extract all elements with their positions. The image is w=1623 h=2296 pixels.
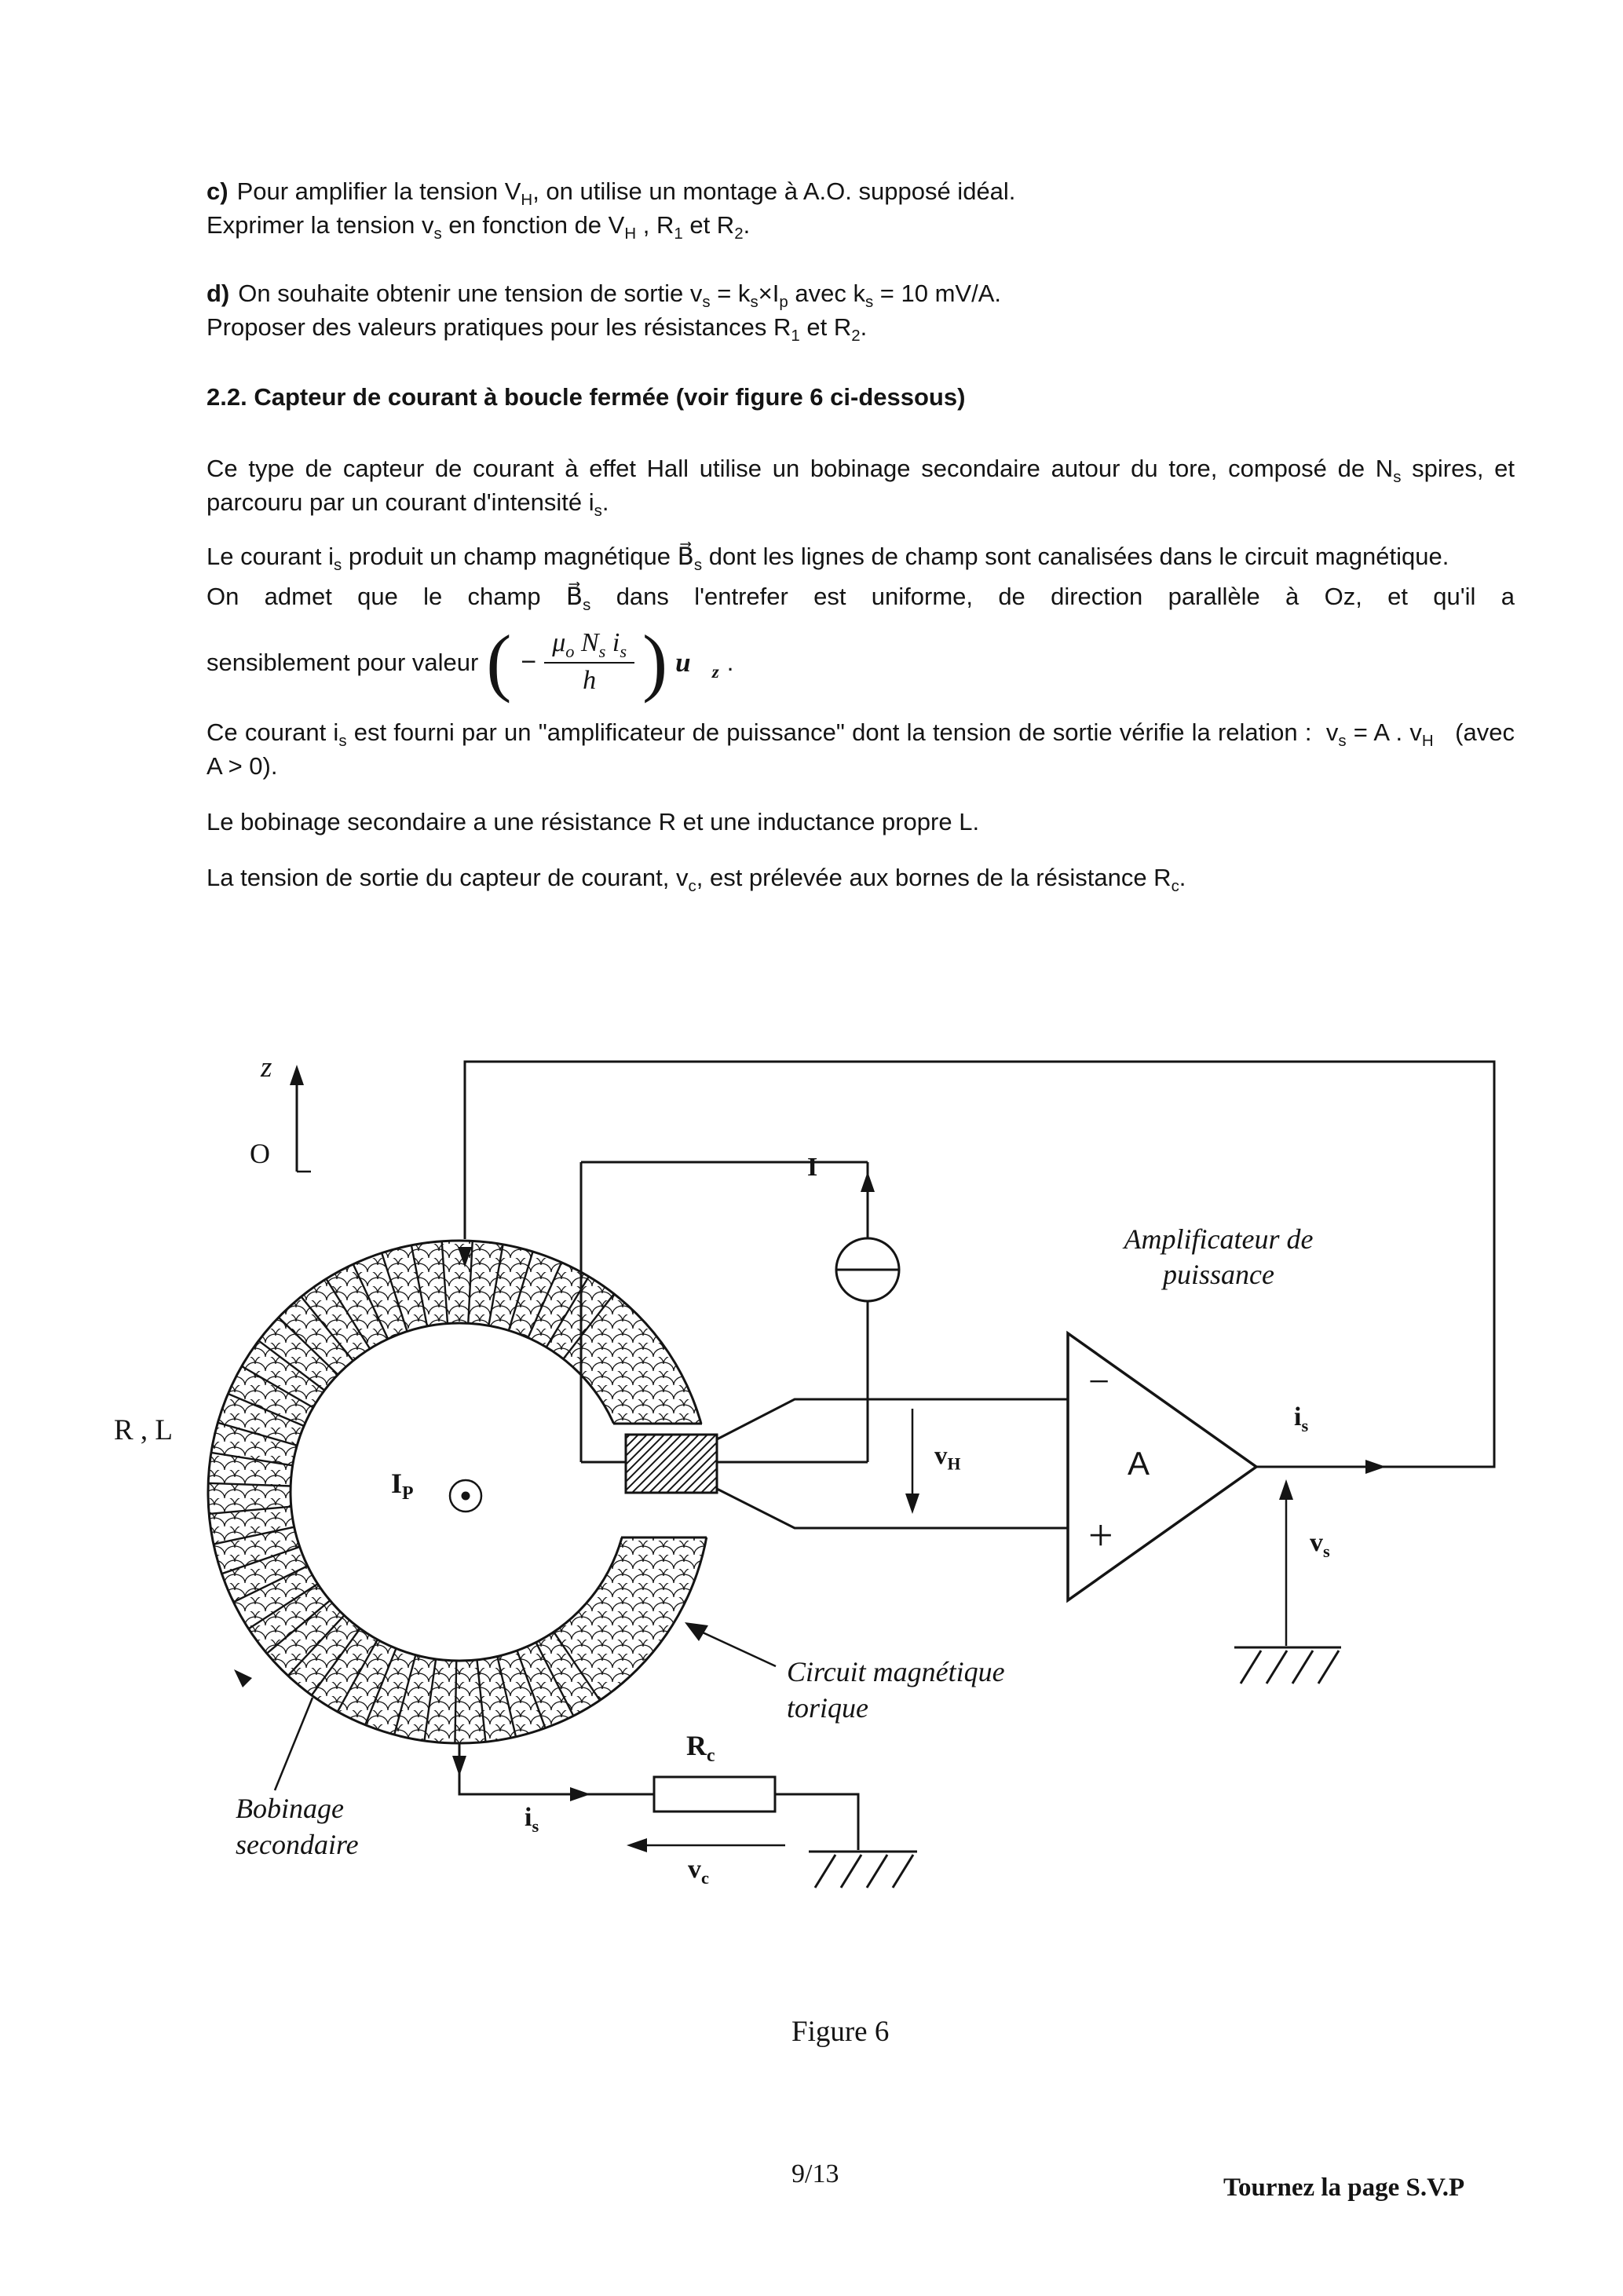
circuit-magnetique-label xyxy=(787,1654,1005,1726)
item-label-c: c) xyxy=(207,177,228,205)
is-direction-arrow xyxy=(1365,1460,1386,1474)
paragraph-d-line2: Proposer des valeurs pratiques pour les résistances $R_1$ et $R_2$. xyxy=(207,313,868,345)
formula-numerator: $\mu_o$ $N_s$ $i_s$ xyxy=(544,627,634,664)
amp-minus-input: − xyxy=(1088,1361,1110,1402)
formula-unit-vector: $u⃗_z$ xyxy=(675,646,719,682)
amp-plus-input: + xyxy=(1088,1512,1113,1560)
paragraph-2: Le courant $i_s$ produit un champ magnétique $B⃗_s$ dont les lignes de champ sont canalisées dans le circuit magnétique. xyxy=(207,543,1449,575)
section-heading: 2.2. Capteur de courant à boucle fermée (voir figure 6 ci-dessous) xyxy=(207,383,966,411)
vs-label: $v_s$ xyxy=(1310,1528,1330,1561)
circuit-pointer-arrowhead xyxy=(685,1622,708,1641)
circuit-label-line1: Circuit magnétique xyxy=(787,1656,1005,1687)
paragraph-d-text1: On souhaite obtenir une tension de sortie $v_s = k_s\times I_p$ avec $k_s = 10$ mV/A. xyxy=(238,280,1002,312)
page-number: 9/13 xyxy=(791,2159,839,2188)
formula-prefix: sensiblement pour valeur xyxy=(207,648,479,676)
formula-line xyxy=(207,616,1515,707)
paragraph-d xyxy=(207,276,1515,344)
vh-label: $v_H$ xyxy=(934,1442,961,1474)
bias-current-label: I xyxy=(807,1153,818,1182)
circuit-label-line2: torique xyxy=(787,1692,868,1724)
paragraph-c xyxy=(207,174,1515,242)
rc-resistor xyxy=(654,1777,775,1812)
text-block xyxy=(207,174,1515,894)
z-axis xyxy=(290,1065,311,1172)
paragraph-1: Ce type de capteur de courant à effet Hall utilise un bobinage secondaire autour du tore, composé de $N_s$ spires, et parcouru par un courant d'intensité $i_s$. xyxy=(207,455,1515,521)
rl-label: R , L xyxy=(114,1414,174,1446)
vc-label: $v_c$ xyxy=(688,1855,709,1888)
vh-arrowhead xyxy=(905,1493,919,1514)
paragraph-5: Le bobinage secondaire a une résistance R et une inductance propre L. xyxy=(207,808,980,835)
z-axis-label: z xyxy=(261,1051,272,1084)
paragraph-c-line1 xyxy=(207,174,1515,208)
ip-label: $I_P$ xyxy=(391,1468,414,1504)
output-circuit-wires xyxy=(452,1743,917,1888)
current-source-symbol xyxy=(836,1238,899,1301)
origin-label: O xyxy=(250,1138,270,1169)
formula-denominator: h xyxy=(583,666,597,695)
bias-current-arrowhead xyxy=(861,1172,875,1192)
winding-direction-arrowhead xyxy=(234,1669,252,1687)
bobinage-label-line1: Bobinage xyxy=(236,1793,344,1824)
paragraph-c-text1: Pour amplifier la tension $V_H$, on utilise un montage à A.O. supposé idéal. xyxy=(236,177,1016,210)
hall-probe xyxy=(626,1435,717,1493)
figure-caption: Figure 6 xyxy=(791,2016,890,2048)
amp-title-line2: puissance xyxy=(1163,1259,1274,1290)
is-bottom-arrow xyxy=(570,1787,590,1801)
rc-label: $R_c$ xyxy=(686,1730,715,1767)
turn-page-note: Tournez la page S.V.P xyxy=(1223,2174,1465,2202)
formula-minus-sign: − xyxy=(521,646,537,677)
formula-period: . xyxy=(726,648,734,676)
z-axis-arrowhead xyxy=(290,1065,304,1085)
current-direction-arrow-bottom xyxy=(452,1756,466,1776)
vs-arrowhead xyxy=(1279,1479,1293,1500)
formula-close-paren: ) xyxy=(642,620,668,704)
paragraph-c-line2: Exprimer la tension $v_s$ en fonction de $V_H$ , $R_1$ et $R_2$. xyxy=(207,211,751,243)
is-bottom-label: $i_s$ xyxy=(525,1803,539,1836)
amp-gain-label: A xyxy=(1128,1445,1150,1482)
paragraph-3: On admet que le champ $B⃗_s$ dans l'entrefer est uniforme, de direction parallèle à Oz, et qu'il a xyxy=(207,583,1515,615)
paragraph-d-line1 xyxy=(207,276,1515,310)
vc-arrowhead xyxy=(627,1838,647,1852)
formula-fraction xyxy=(544,627,634,696)
vs-measurement xyxy=(1234,1479,1341,1684)
amp-title-line1: Amplificateur de xyxy=(1124,1223,1314,1255)
is-out-label: $i_s$ xyxy=(1294,1402,1309,1435)
bobinage-label-line2: secondaire xyxy=(236,1829,359,1860)
amp-title xyxy=(1093,1222,1344,1292)
hall-sense-leads xyxy=(717,1399,1068,1528)
formula-open-paren: ( xyxy=(486,620,512,704)
ground-symbol-bottom xyxy=(809,1852,917,1888)
paragraph-6: La tension de sortie du capteur de courant, $v_c$, est prélevée aux bornes de la résistance $R_c$. xyxy=(207,864,1186,896)
paragraph-4: Ce courant $i_s$ est fourni par un "amplificateur de puissance" dont la tension de sortie vérifie la relation : $v_s = A$ . $v_H$ (avec A > 0). xyxy=(207,718,1515,780)
ground-symbol-right xyxy=(1234,1647,1341,1684)
item-label-d: d) xyxy=(207,280,230,307)
bobinage-label xyxy=(236,1790,359,1863)
